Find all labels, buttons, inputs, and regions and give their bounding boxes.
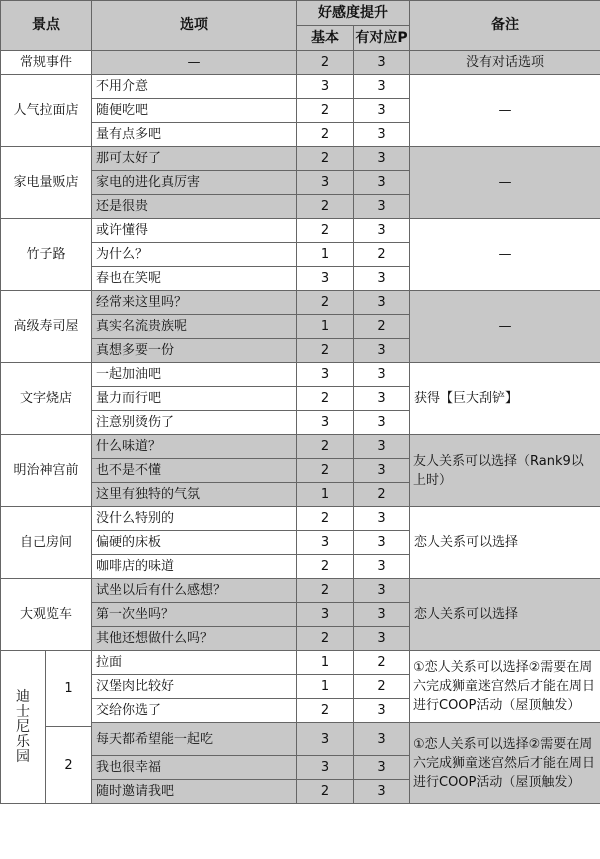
arcana-value: 3: [354, 603, 410, 627]
basic-value: 3: [297, 723, 354, 756]
option-cell: 家电的进化真厉害: [92, 171, 297, 195]
arcana-value: 2: [354, 315, 410, 339]
disney-char: 乐: [16, 733, 30, 750]
group-number: 1: [46, 651, 91, 727]
basic-value: 3: [297, 411, 354, 435]
arcana-value: 2: [354, 651, 410, 675]
table-row: [1, 147, 600, 171]
spot-cell: 自己房间: [1, 507, 92, 579]
arcana-value: 3: [354, 171, 410, 195]
basic-value: 2: [297, 555, 354, 579]
option-cell: 春也在笑呢: [92, 267, 297, 291]
disney-char: 士: [16, 703, 30, 720]
basic-value: 1: [297, 315, 354, 339]
arcana-value: 3: [354, 756, 410, 780]
option-cell: 第一次坐吗？: [92, 603, 297, 627]
basic-value: 2: [297, 435, 354, 459]
table-row: [1, 219, 600, 243]
basic-value: 2: [297, 459, 354, 483]
basic-value: 2: [297, 195, 354, 219]
arcana-value: 3: [354, 459, 410, 483]
option-cell: 还是很贵: [92, 195, 297, 219]
basic-value: 1: [297, 243, 354, 267]
disney-numbers: [46, 651, 92, 803]
basic-value: 1: [297, 651, 354, 675]
arcana-value: 3: [354, 51, 410, 75]
spot-cell: 家电量贩店: [1, 147, 92, 219]
basic-value: 3: [297, 75, 354, 99]
basic-value: 2: [297, 99, 354, 123]
basic-value: 2: [297, 387, 354, 411]
option-cell: 我也很幸福: [92, 756, 297, 780]
option-cell: 每天都希望能一起吃: [92, 723, 297, 756]
arcana-value: 3: [354, 435, 410, 459]
option-cell: 为什么？: [92, 243, 297, 267]
basic-value: 3: [297, 363, 354, 387]
arcana-value: 3: [354, 75, 410, 99]
arcana-value: 2: [354, 243, 410, 267]
disney-split: [1, 651, 91, 803]
table-row: [1, 579, 600, 603]
option-cell: 真想多要一份: [92, 339, 297, 363]
basic-value: 2: [297, 291, 354, 315]
basic-value: 1: [297, 675, 354, 699]
arcana-value: 3: [354, 363, 410, 387]
basic-value: 2: [297, 51, 354, 75]
header-spot: 景点: [1, 1, 92, 51]
table-row: [1, 51, 600, 75]
disney-char: 尼: [16, 718, 30, 735]
option-cell: 这里有独特的气氛: [92, 483, 297, 507]
basic-value: 2: [297, 147, 354, 171]
arcana-value: 2: [354, 483, 410, 507]
arcana-value: 2: [354, 675, 410, 699]
arcana-value: 3: [354, 387, 410, 411]
basic-value: 3: [297, 756, 354, 780]
option-cell: 一起加油吧: [92, 363, 297, 387]
header-basic: 基本: [297, 26, 354, 51]
basic-value: 1: [297, 483, 354, 507]
spot-cell: 竹子路: [1, 219, 92, 291]
note-cell: —: [410, 219, 600, 291]
table-row: [1, 507, 600, 531]
note-cell: 没有对话选项: [410, 51, 600, 75]
option-cell: 什么味道？: [92, 435, 297, 459]
option-cell: 量力而行吧: [92, 387, 297, 411]
table-row: [1, 435, 600, 459]
note-cell: ①恋人关系可以选择②需要在周六完成狮童迷宫然后才能在周日进行COOP活动（屋顶触发）: [410, 723, 600, 804]
note-cell: ①恋人关系可以选择②需要在周六完成狮童迷宫然后才能在周日进行COOP活动（屋顶触发）: [410, 651, 600, 723]
basic-value: 2: [297, 579, 354, 603]
header-arcana: 有对应P: [354, 26, 410, 51]
option-cell: 经常来这里吗？: [92, 291, 297, 315]
note-cell: —: [410, 75, 600, 147]
header-option: 选项: [92, 1, 297, 51]
table-row: [1, 75, 600, 99]
option-cell: 随便吃吧: [92, 99, 297, 123]
arcana-value: 3: [354, 531, 410, 555]
option-cell: 偏硬的床板: [92, 531, 297, 555]
spot-cell: 人气拉面店: [1, 75, 92, 147]
basic-value: 2: [297, 699, 354, 723]
spot-cell: 常规事件: [1, 51, 92, 75]
spot-cell-disney: [1, 651, 92, 804]
option-cell: 注意别烫伤了: [92, 411, 297, 435]
basic-value: 3: [297, 267, 354, 291]
option-cell: 没什么特别的: [92, 507, 297, 531]
arcana-value: 3: [354, 507, 410, 531]
table-row: [1, 291, 600, 315]
arcana-value: 3: [354, 339, 410, 363]
arcana-value: 3: [354, 579, 410, 603]
basic-value: 3: [297, 531, 354, 555]
disney-char: 园: [16, 748, 30, 765]
option-cell: 交给你选了: [92, 699, 297, 723]
disney-spot-name: [1, 651, 46, 803]
arcana-value: 3: [354, 291, 410, 315]
arcana-value: 3: [354, 699, 410, 723]
basic-value: 2: [297, 627, 354, 651]
arcana-value: 3: [354, 147, 410, 171]
spot-cell: 文字烧店: [1, 363, 92, 435]
arcana-value: 3: [354, 555, 410, 579]
option-cell: 其他还想做什么吗？: [92, 627, 297, 651]
option-cell: 那可太好了: [92, 147, 297, 171]
arcana-value: 3: [354, 123, 410, 147]
table-row: [1, 363, 600, 387]
option-cell: 真实名流贵族呢: [92, 315, 297, 339]
group-number: 2: [64, 757, 73, 773]
arcana-value: 3: [354, 627, 410, 651]
basic-value: 2: [297, 219, 354, 243]
note-cell: 友人关系可以选择（Rank9以上时）: [410, 435, 600, 507]
option-cell: 汉堡肉比较好: [92, 675, 297, 699]
basic-value: 2: [297, 339, 354, 363]
basic-value: 2: [297, 507, 354, 531]
spot-cell: 明治神宫前: [1, 435, 92, 507]
arcana-value: 3: [354, 195, 410, 219]
option-cell: 试坐以后有什么感想？: [92, 579, 297, 603]
option-cell: 拉面: [92, 651, 297, 675]
option-cell: 也不是不懂: [92, 459, 297, 483]
basic-value: 3: [297, 171, 354, 195]
option-cell: 或许懂得: [92, 219, 297, 243]
arcana-value: 3: [354, 267, 410, 291]
spot-cell: 大观览车: [1, 579, 92, 651]
note-cell: 获得【巨大刮铲】: [410, 363, 600, 435]
basic-value: 2: [297, 780, 354, 804]
option-cell: 随时邀请我吧: [92, 780, 297, 804]
arcana-value: 3: [354, 411, 410, 435]
note-cell: 恋人关系可以选择: [410, 507, 600, 579]
arcana-value: 3: [354, 99, 410, 123]
basic-value: 2: [297, 123, 354, 147]
note-cell: —: [410, 291, 600, 363]
disney-char: 迪: [16, 688, 30, 705]
option-cell: 不用介意: [92, 75, 297, 99]
option-cell: 咖啡店的味道: [92, 555, 297, 579]
arcana-value: 3: [354, 219, 410, 243]
header-affinity: 好感度提升: [297, 1, 410, 26]
table-row: [1, 651, 600, 675]
option-cell: —: [92, 51, 297, 75]
arcana-value: 3: [354, 780, 410, 804]
basic-value: 3: [297, 603, 354, 627]
header-note: 备注: [410, 1, 600, 51]
note-cell: 恋人关系可以选择: [410, 579, 600, 651]
arcana-value: 3: [354, 723, 410, 756]
note-cell: —: [410, 147, 600, 219]
option-cell: 量有点多吧: [92, 123, 297, 147]
spot-cell: 高级寿司屋: [1, 291, 92, 363]
